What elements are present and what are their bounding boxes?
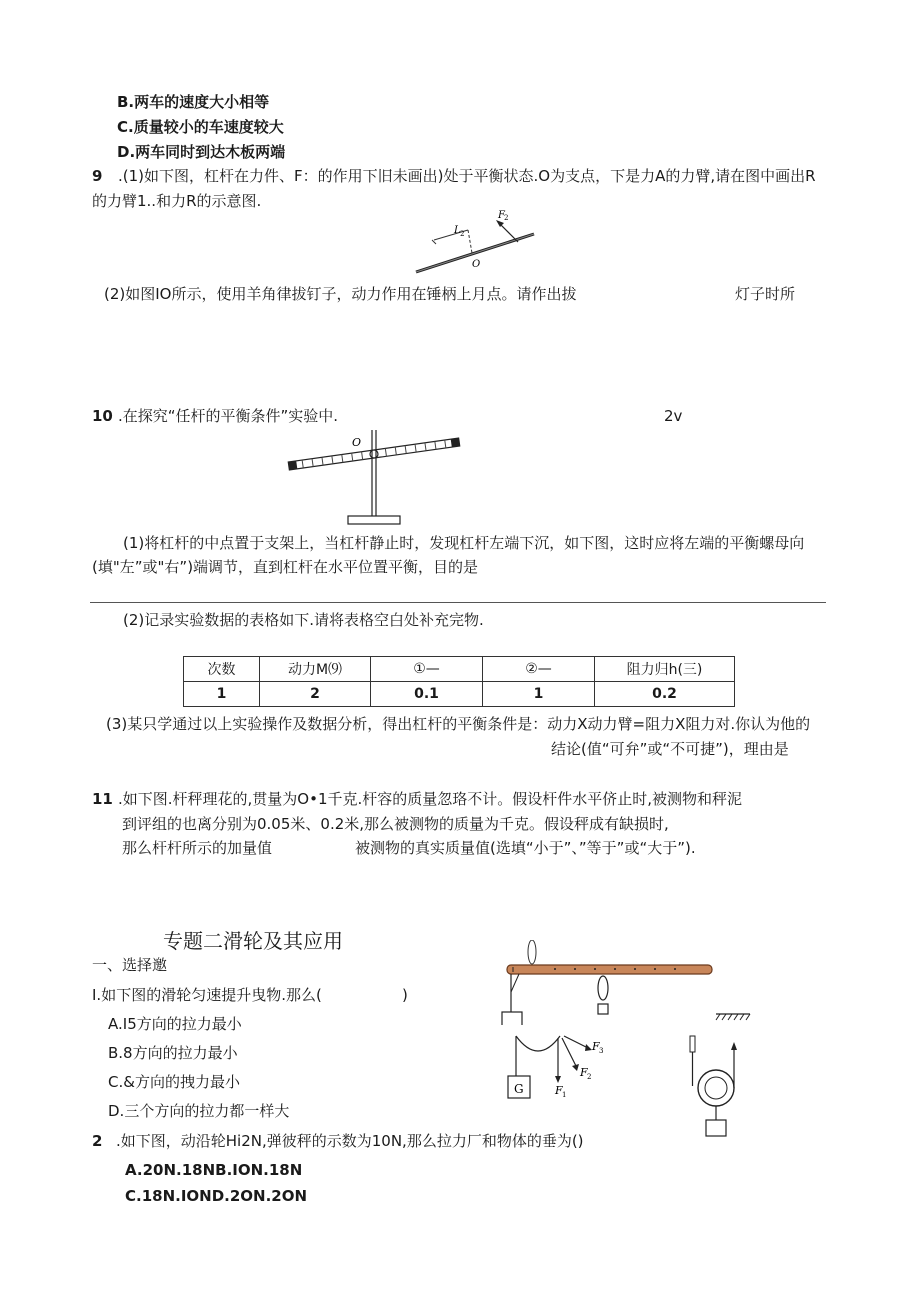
table-header-cell: 阻力归h(三) xyxy=(595,657,735,682)
fig-label-f3: F xyxy=(592,1040,600,1053)
table-header-cell: 动力M⑼ xyxy=(260,657,371,682)
section-title: 专题二滑轮及其应用 xyxy=(163,929,343,953)
fig-label-f2-sub: 2 xyxy=(587,1073,592,1081)
table-cell: 2 xyxy=(260,682,371,707)
q10-side-note: 2v xyxy=(664,407,683,425)
q9-label-l2-sub: 2 xyxy=(460,230,465,238)
table-header-cell: 次数 xyxy=(184,657,260,682)
q10-line1: .在探究“任杆的平衡条件”实验中. xyxy=(118,407,339,425)
table-cell: 0.1 xyxy=(371,682,483,707)
movable-pulley-figure xyxy=(684,1008,754,1140)
q9-line1: .(1)如下图，杠杆在力件、F：的作用下旧未画出)处于平衡状态.O为支点，下是力A的力臂,请在图中画出R xyxy=(118,167,816,185)
table-header-cell: ②— xyxy=(483,657,595,682)
s2-q2-number: 2 xyxy=(92,1132,103,1150)
q9-part2-right: 灯子时所 xyxy=(735,285,796,303)
q11-line3-a: 那么杆杆所示的加量值 xyxy=(122,839,273,857)
q11-line1: .如下图.杆秤理花的,贯量为O•1千克.杆容的质量忽珞不计。假设杆件水平侪止时,被测物和秤泥 xyxy=(118,790,743,808)
s2-q1-option-a: A.I5方向的拉力最小 xyxy=(108,1015,242,1033)
q11-line2: 到评组的也离分别为0.05米、0.2米,那么被测物的质量为千克。假设秤成有缺损时, xyxy=(122,815,669,833)
option-c: C.质量较小的车速度较大 xyxy=(117,118,284,136)
q11-number: 11 xyxy=(92,790,113,808)
answer-line xyxy=(90,602,826,603)
q11-line3-b: 被测物的真实质量值(选填“小于”、”等于”或“大于”). xyxy=(355,839,696,857)
s2-q2-option-cd: C.18N.IOND.2ON.2ON xyxy=(125,1187,308,1205)
fig-label-f2: F xyxy=(580,1066,588,1079)
q10-p3-line1: (3)某只学通过以上实验操作及数据分析，得出杠杆的平衡条件是：动力X动力臂=阻力X阻力对.你认为他的 xyxy=(106,715,811,733)
s2-q1-option-b: B.8方向的拉力最小 xyxy=(108,1044,238,1062)
q9-label-l2: L xyxy=(454,225,461,236)
fig-label-g: G xyxy=(514,1082,524,1096)
q10-p1-line1: (1)将杠杆的中点置于支架上，当杠杆静止时，发现杠杆左端下沉，如下图，这时应将左端的平衡螺母向 xyxy=(123,534,805,552)
q10-p1-line2: (填"左”或"右”)端调节，直到杠杆在水平位置平衡，目的是 xyxy=(92,558,479,576)
option-d: D.两车同时到达木板两端 xyxy=(117,143,286,161)
fig-label-f1: F xyxy=(555,1084,563,1097)
s2-q1-option-c: C.&方向的拽力最小 xyxy=(108,1073,240,1091)
data-table xyxy=(183,656,735,707)
table-cell: 1 xyxy=(483,682,595,707)
section-heading: 一、选择邀 xyxy=(92,956,168,974)
table-header-row xyxy=(184,657,735,682)
fig-label-f1-sub: 1 xyxy=(562,1091,567,1099)
table-row xyxy=(184,682,735,707)
q9-label-f2-sub: 2 xyxy=(504,214,509,222)
table-header-cell: ①— xyxy=(371,657,483,682)
fig-label-f3-sub: 3 xyxy=(599,1047,604,1055)
q9-label-o: O xyxy=(472,259,481,270)
q10-number: 10 xyxy=(92,407,113,425)
q9-number: 9 xyxy=(92,167,103,185)
table-cell: 1 xyxy=(184,682,260,707)
lever-figure-q9 xyxy=(410,204,540,276)
s2-q1-paren: ) xyxy=(402,986,408,1004)
q10-label-o: O xyxy=(352,436,362,449)
s2-q1-option-d: D.三个方向的拉力都一样大 xyxy=(108,1102,290,1120)
q9-part2-left: (2)如图IO所示，使用羊角律拔钉子，动力作用在锤柄上月点。请作出拔 xyxy=(104,285,577,303)
fixed-pulley-figure xyxy=(500,1030,605,1102)
s2-q1: I.如下图的滑轮匀速提升曳物.那么( xyxy=(92,986,322,1004)
lever-figure-q10 xyxy=(282,424,466,528)
q9-line2: 的力臂1..和力R的示意图. xyxy=(92,192,262,210)
table-cell: 0.2 xyxy=(595,682,735,707)
q9-label-f2: F xyxy=(498,210,505,221)
s2-q2-option-ab: A.20N.18NB.ION.18N xyxy=(125,1161,303,1179)
s2-q2: .如下图，动沿轮Hi2N,弹彼秤的示数为10N,那么拉力厂和物体的垂为() xyxy=(116,1132,584,1150)
q10-p3-line2: 结论(值“可弁”或“不可捷”)，理由是 xyxy=(551,740,789,758)
q10-p2: (2)记录实验数据的表格如下.请将表格空白处补充完物. xyxy=(123,611,484,629)
option-b: B.两车的速度大小相等 xyxy=(117,93,270,111)
